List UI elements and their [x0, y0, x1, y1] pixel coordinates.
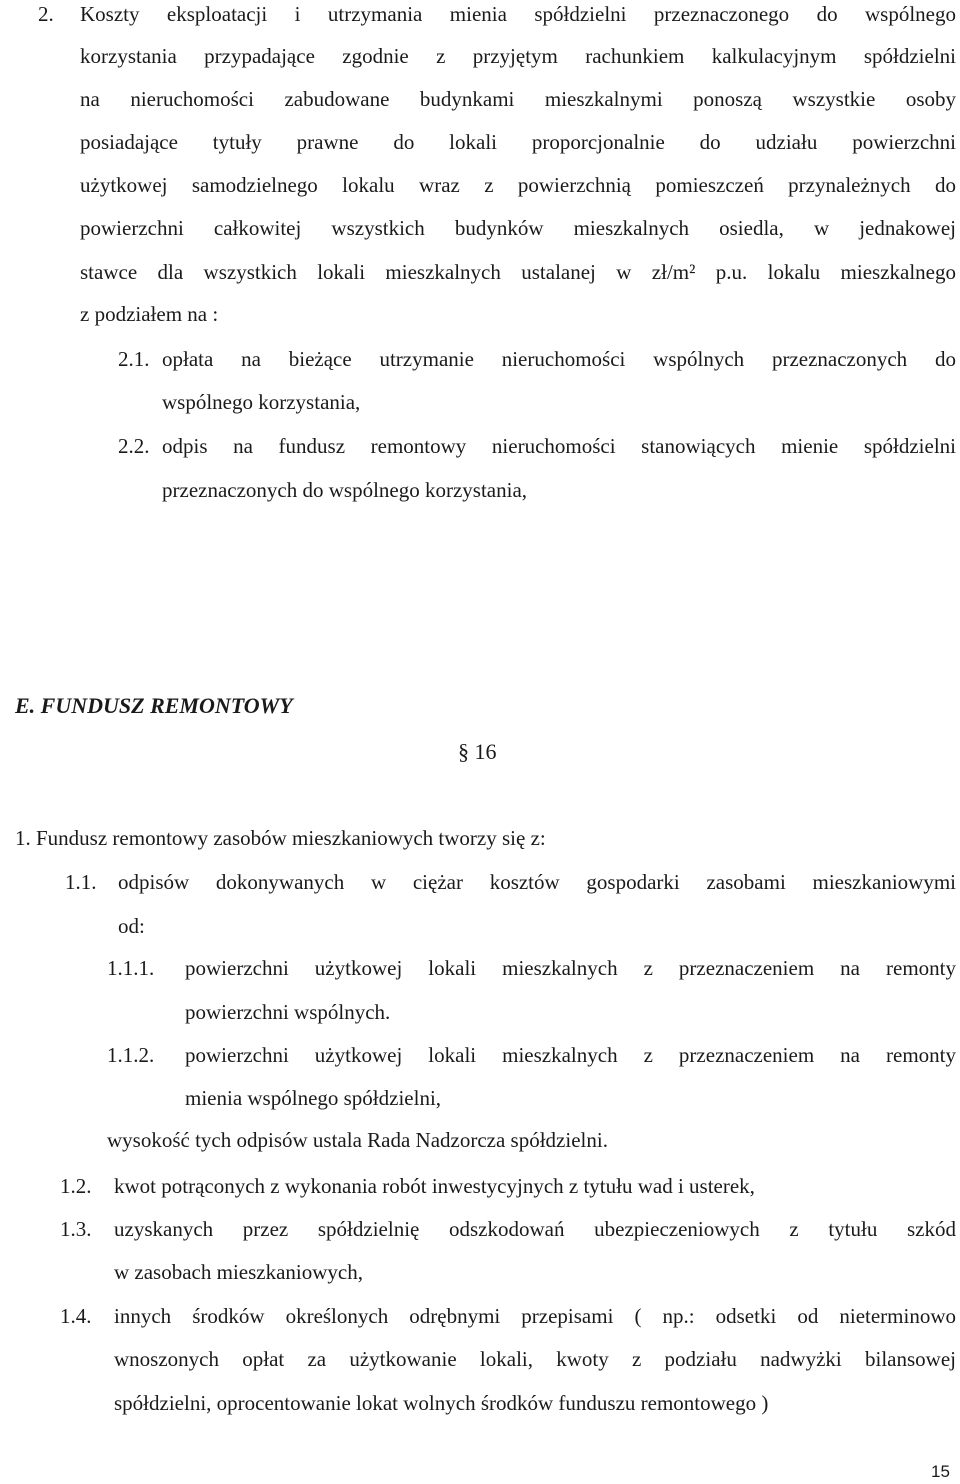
item-1-text: Fundusz remontowy zasobów mieszkaniowych tworzy się z:	[36, 826, 546, 850]
item-2-number: 2.	[38, 2, 54, 26]
item-1-4-number: 1.4.	[60, 1304, 92, 1328]
item-1-1-2-number: 1.1.2.	[107, 1043, 155, 1067]
item-2-2-line: odpis na fundusz remontowy nieruchomości stanowiących mienie spółdzielni	[162, 434, 956, 458]
item-1-1-number: 1.1.	[65, 870, 97, 894]
item-1-4-line: spółdzielni, oprocentowanie lokat wolnych środków funduszu remontowego )	[114, 1391, 769, 1415]
item-2-line: Koszty eksploatacji i utrzymania mienia spółdzielni przeznaczonego do wspólnego	[80, 2, 956, 26]
item-1-3-line: uzyskanych przez spółdzielnię odszkodowań ubezpieczeniowych z tytułu szkód	[114, 1217, 956, 1241]
item-2-2-number: 2.2.	[118, 434, 150, 458]
item-1-number: 1.	[15, 826, 31, 850]
page-number: 15	[931, 1462, 950, 1481]
item-1-1-1-number: 1.1.1.	[107, 956, 155, 980]
item-1-2-number: 1.2.	[60, 1174, 92, 1198]
item-2-line: powierzchni całkowitej wszystkich budynków mieszkalnych osiedla, w jednakowej	[80, 216, 956, 240]
item-2-line: posiadające tytuły prawne do lokali proporcjonalnie do udziału powierzchni	[80, 130, 956, 154]
item-1-1-2-line: powierzchni użytkowej lokali mieszkalnych z przeznaczeniem na remonty	[185, 1043, 956, 1067]
item-1-3-number: 1.3.	[60, 1217, 92, 1241]
item-1-1-tail: wysokość tych odpisów ustala Rada Nadzorcza spółdzielni.	[107, 1128, 608, 1152]
item-2-line: z podziałem na :	[80, 302, 219, 326]
item-2-line: użytkowej samodzielnego lokalu wraz z powierzchnią pomieszczeń przynależnych do	[80, 173, 956, 197]
item-2-line: stawce dla wszystkich lokali mieszkalnych ustalanej w zł/m² p.u. lokalu mieszkalnego	[80, 260, 956, 284]
item-2-1-line: opłata na bieżące utrzymanie nieruchomości wspólnych przeznaczonych do	[162, 347, 956, 371]
item-1-1-1-line: powierzchni użytkowej lokali mieszkalnych z przeznaczeniem na remonty	[185, 956, 956, 980]
item-1-1-2-line: mienia wspólnego spółdzielni,	[185, 1086, 442, 1110]
item-2-1-number: 2.1.	[118, 347, 150, 371]
paragraph-mark: § 16	[458, 739, 497, 764]
item-1-3-line: w zasobach mieszkaniowych,	[114, 1260, 363, 1284]
item-1-1-line: od:	[118, 914, 145, 938]
item-2-1-line: wspólnego korzystania,	[162, 390, 361, 414]
item-1-1-line: odpisów dokonywanych w ciężar kosztów gospodarki zasobami mieszkaniowymi	[118, 870, 956, 894]
item-1-2-text: kwot potrąconych z wykonania robót inwestycyjnych z tytułu wad i usterek,	[114, 1174, 755, 1198]
item-2-line: na nieruchomości zabudowane budynkami mieszkalnymi ponoszą wszystkie osoby	[80, 87, 956, 111]
item-2-line: korzystania przypadające zgodnie z przyjętym rachunkiem kalkulacyjnym spółdzielni	[80, 44, 956, 68]
item-2-2-line: przeznaczonych do wspólnego korzystania,	[162, 478, 528, 502]
item-1-1-1-line: powierzchni wspólnych.	[185, 1000, 391, 1024]
item-1-4-line: wnoszonych opłat za użytkowanie lokali, kwoty z podziału nadwyżki bilansowej	[114, 1347, 956, 1371]
item-1-4-line: innych środków określonych odrębnymi przepisami ( np.: odsetki od nieterminowo	[114, 1304, 956, 1328]
section-heading: E. FUNDUSZ REMONTOWY	[15, 693, 293, 718]
